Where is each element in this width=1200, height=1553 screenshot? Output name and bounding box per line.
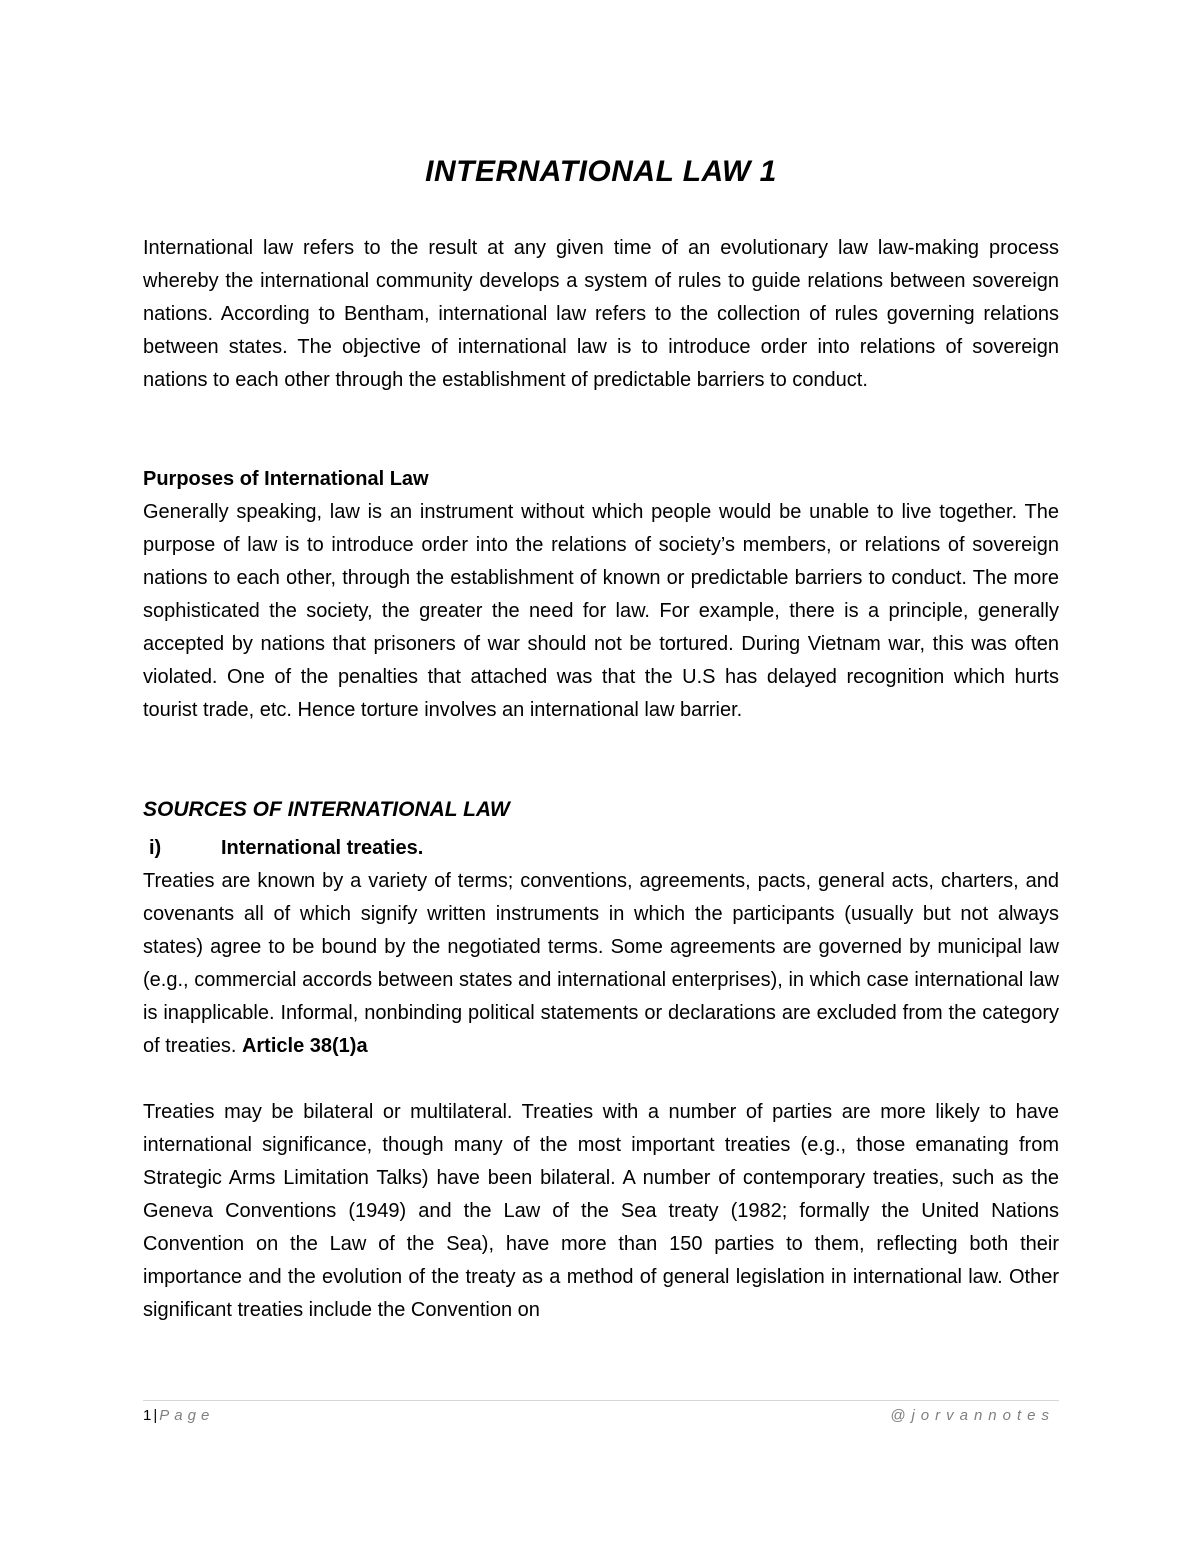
footer-separator: | <box>153 1407 158 1424</box>
intro-paragraph: International law refers to the result at any given time of an evolutionary law law-making process whereby the international community develops a system of rules to guide relations between sovereign nations. According to Bentham, international law refers to the collection of rules governing relations between states. The objective of international law is to introduce order into relations of sovereign nations to each other through the establishment of predictable barriers to conduct. <box>143 237 1059 391</box>
footer-handle: @jorvannotes <box>890 1407 1055 1424</box>
page-content <box>143 150 1059 1327</box>
list-item-number: i) <box>149 837 162 859</box>
treaties-paragraph-1 <box>143 865 1059 1063</box>
spacer <box>143 727 1059 793</box>
list-item-title: International treaties. <box>221 837 424 859</box>
footer-page-label <box>143 1404 214 1428</box>
spacer <box>143 1063 1059 1096</box>
sources-heading: SOURCES OF INTERNATIONAL LAW <box>143 798 510 821</box>
page-number: 1 <box>143 1407 152 1424</box>
list-item-treaties-heading <box>143 832 1059 865</box>
treaties-paragraph-2: Treaties may be bilateral or multilateral. Treaties with a number of parties are more likely to have international significance, though many of the most important treaties (e.g., those emanating from Strategic Arms Limitation Talks) have been bilateral. A number of contemporary treaties, such as the Geneva Conventions (1949) and the Law of the Sea treaty (1982; formally the United Nations Convention on the Law of the Sea), have more than 150 parties to them, reflecting both their importance and the evolution of the treaty as a method of general legislation in international law. Other significant treaties include the Convention on <box>143 1101 1059 1321</box>
article-reference: Article 38(1)a <box>241 1035 368 1057</box>
treaties-paragraph-1-text: Treaties are known by a variety of terms; conventions, agreements, pacts, general acts, charters, and covenants all of which signify written instruments in which the participants (usually but not always states) agree to be bound by the negotiated terms. Some agreements are governed by municipal law (e.g., commercial accords between states and international enterprises), in which case international law is inapplicable. Informal, nonbinding political statements or declarations are excluded from the category of treaties. <box>143 870 1059 1057</box>
footer-divider <box>143 1400 1059 1401</box>
page-footer <box>143 1404 1059 1428</box>
spacer <box>143 397 1059 463</box>
document-title: INTERNATIONAL LAW 1 <box>425 155 777 188</box>
purposes-heading: Purposes of International Law <box>143 468 429 490</box>
page-word: Page <box>159 1407 215 1424</box>
purposes-paragraph: Generally speaking, law is an instrument without which people would be unable to live together. The purpose of law is to introduce order into the relations of society’s members, or relations of sovereign nations to each other, through the establishment of known or predictable barriers to conduct. The more sophisticated the society, the greater the need for law. For example, there is a principle, generally accepted by nations that prisoners of war should not be tortured. During Vietnam war, this was often violated. One of the penalties that attached was that the U.S has delayed recognition which hurts tourist trade, etc. Hence torture involves an international law barrier. <box>143 501 1059 721</box>
